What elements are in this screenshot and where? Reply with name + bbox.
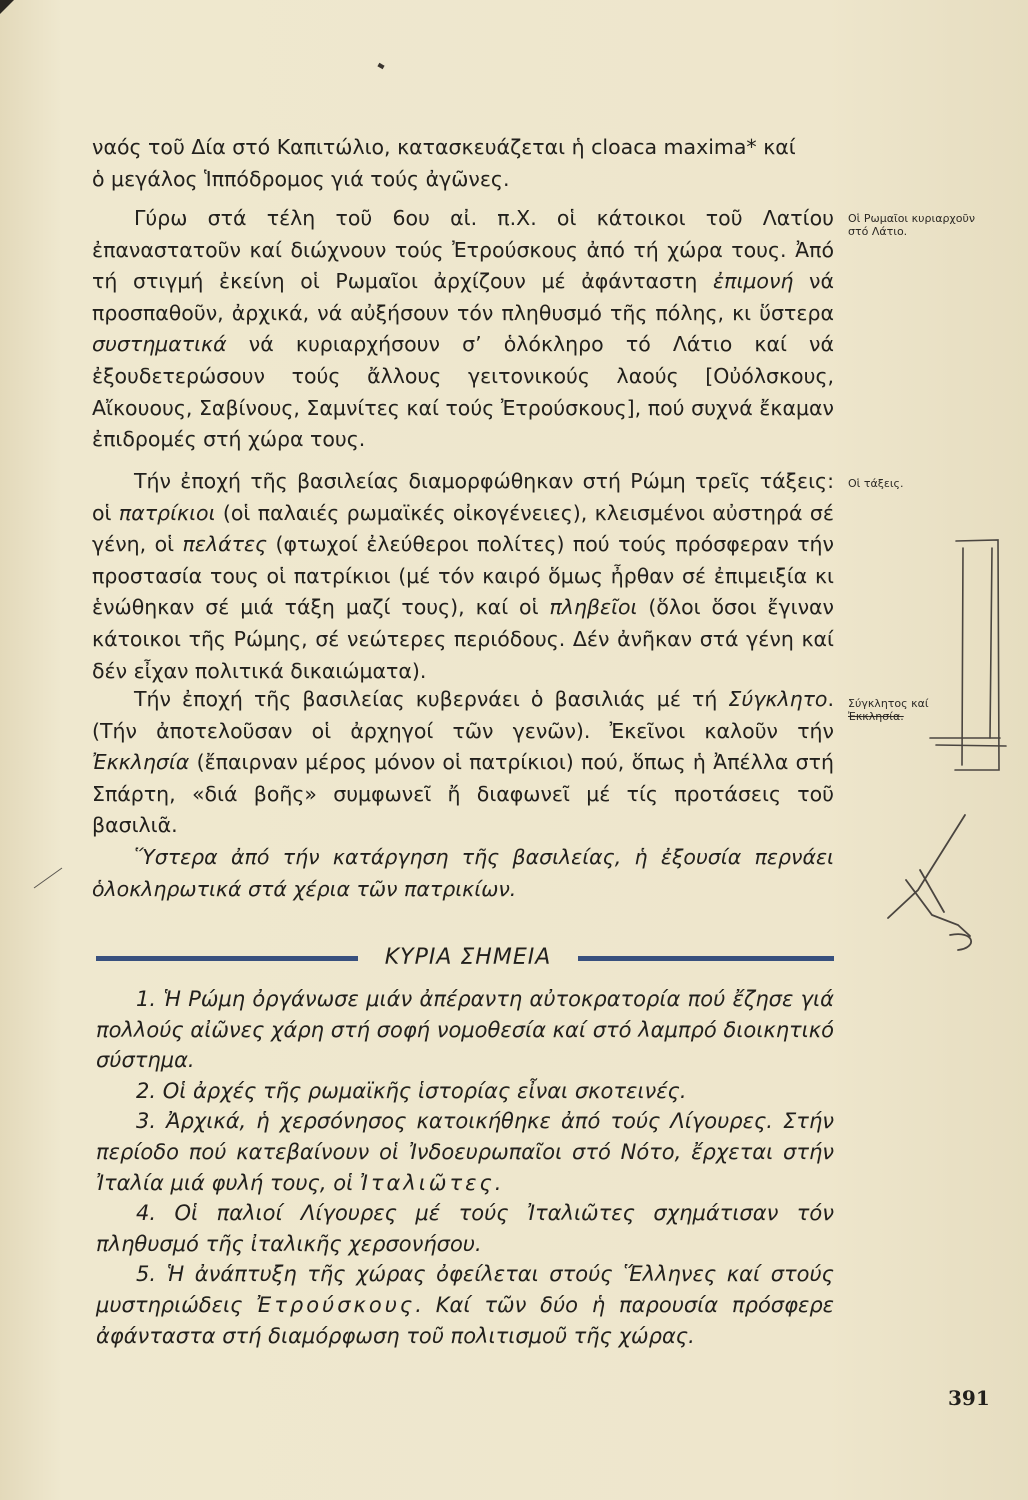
- sidenote-senate-line1: Σύγκλητος καί: [848, 697, 929, 710]
- emphasis: πληβεῖοι: [549, 595, 638, 620]
- emphasis: συστηματικά: [92, 332, 227, 357]
- key-point-2: 2. Οἱ ἀρχές τῆς ρωμαϊκῆς ἱστορίας εἶναι σκοτεινές.: [136, 1078, 687, 1103]
- key-points-title: ΚΥΡΙΑ ΣΗΜΕΙΑ: [384, 945, 552, 970]
- spaced-term: Ἐτρούσκους: [256, 1292, 416, 1317]
- intro-line-2: ὁ μεγάλος Ἱππόδρομος γιά τούς ἀγῶνες.: [92, 166, 510, 191]
- emphasis: ἐπιμονή: [713, 269, 794, 294]
- paragraph-latium: Γύρω στά τέλη τοῦ 6ου αἰ. π.Χ. οἱ κάτοικοι τοῦ Λατίου ἐπαναστατοῦν καί διώχνουν τούς Ἐτρούσκους ἀπό τή χώρα τους. Ἀπό τή στιγμή ἐκείνη οἱ Ρωμαῖοι ἀρχίζουν μέ ἀφάνταστη ἐπιμονή νά προσπαθοῦν, ἀρχικά, νά αὐξήσουν τόν πληθυσμό τῆς πόλης, κι ὕστερα συστηματικά νά κυριαρχήσουν σ’ ὁλόκληρο τό Λάτιο καί νά ἐξουδετερώσουν τούς ἄλλους γειτονικούς λαούς [Οὐόλσκους, Αἴκουους, Σαβίνους, Σαμνίτες καί τούς Ἐτρούσκους], πού συχνά ἔκαμαν ἐπιδρομές στή χώρα τους.: [92, 206, 834, 452]
- key-point-1: 1. Ἡ Ρώμη ὀργάνωσε μιάν ἀπέραντη αὐτοκρατορία πού ἔζησε γιά πολλούς αἰῶνες χάρη στή σοφή νομοθεσία καί στό λαμπρό διοικητικό σύστημα.: [96, 987, 834, 1073]
- intro-line-1: ναός τοῦ Δία στό Καπιτώλιο, κατασκευάζεται ἡ cloaca maxima* καί: [92, 135, 796, 159]
- emphasis: Ἐκκλησία: [92, 750, 190, 775]
- paragraph-classes: Τήν ἐποχή τῆς βασιλείας διαμορφώθηκαν στή Ρώμη τρεῖς τάξεις: οἱ πατρίκιοι (οἱ παλαιές ρωμαϊκές οἰκογένειες), κλεισμένοι αὐστηρά σέ γένη, οἱ πελάτες (φτωχοί ἐλεύθεροι πολίτες) πού τούς πρόσφεραν τήν προστασία τους οἱ πατρίκιοι (μέ τόν καιρό ὅμως ἦρθαν σέ ἐπιμειξία κι ἑνώθηκαν σέ μιά τάξη μαζί τους), καί οἱ πληβεῖοι (ὅλοι ὅσοι ἔγιναν κάτοικοι τῆς Ρώμης, σέ νεώτερες περιόδους. Δέν ἀνῆκαν στά γένη καί δέν εἶχαν πολιτικά δικαιώματα).: [92, 469, 835, 683]
- emphasis: Σύγκλητο: [728, 687, 828, 711]
- key-point-4: 4. Οἱ παλιοί Λίγουρες μέ τούς Ἰταλιῶτες σχημάτισαν τόν πληθυσμό τῆς ἰταλικῆς χερσονήσου.: [96, 1201, 834, 1256]
- emphasis: πελάτες: [182, 532, 268, 557]
- key-point-5: 5. Ἡ ἀνάπτυξη τῆς χώρας ὀφείλεται στούς Ἕλληνες καί στούς μυστηριώδεις Ἐτρούσκους. Καί τῶν δύο ἡ παρουσία πρόσφερε ἀφάνταστα στή διαμόρφωση τοῦ πολιτισμοῦ τῆς χώρας.: [96, 1262, 834, 1348]
- pencil-bracket: [930, 540, 1006, 770]
- paragraph-after-monarchy: Ὕστερα ἀπό τήν κατάργηση τῆς βασιλείας, ἡ ἐξουσία περνάει ὁλοκληρωτικά στά χέρια τῶν πατρικίων.: [92, 844, 834, 901]
- paragraph-senate: Τήν ἐποχή τῆς βασιλείας κυβερνάει ὁ βασιλιάς μέ τή Σύγκλητο. (Τήν ἀποτελοῦσαν οἱ ἀρχηγοί τῶν γενῶν). Ἐκεῖνοι καλοῦν τήν Ἐκκλησία (ἔπαιρναν μέρος μόνον οἱ πατρίκιοι) πού, ὅπως ἡ Ἀπέλλα στή Σπάρτη, «διά βοῆς» συμφωνεῖ ἤ διαφωνεῖ μέ τίς προτάσεις τοῦ βασιλιᾶ. Ὕστερα ἀπό τήν κατάργηση τῆς βασιλείας, ἡ ἐξουσία περνάει ὁλοκληρωτικά στά χέρια τῶν πατρικίων.: [92, 684, 834, 905]
- sidenote-classes: Οἱ τάξεις.: [848, 477, 904, 490]
- key-point-3: 3. Ἀρχικά, ἡ χερσόνησος κατοικήθηκε ἀπό τούς Λίγουρες. Στήν περίοδο πού κατεβαίνουν οἱ Ἰνδοευρωπαῖοι στό Νότο, ἔρχεται στήν Ἰταλία μιά φυλή τους, οἱ Ἰταλιῶτες.: [96, 1109, 834, 1195]
- pencil-scribble: [888, 815, 971, 950]
- spaced-term: Ἰταλιῶτες: [359, 1170, 495, 1195]
- sidenote-latium: Οἱ Ρωμαῖοι κυριαρχοῦν στό Λάτιο.: [848, 212, 976, 238]
- page-number: 391: [948, 1386, 990, 1410]
- pencil-tick: [34, 868, 62, 888]
- sidenote-senate-line2: Ἐκκλησία.: [848, 710, 904, 723]
- emphasis: πατρίκιοι: [118, 500, 216, 525]
